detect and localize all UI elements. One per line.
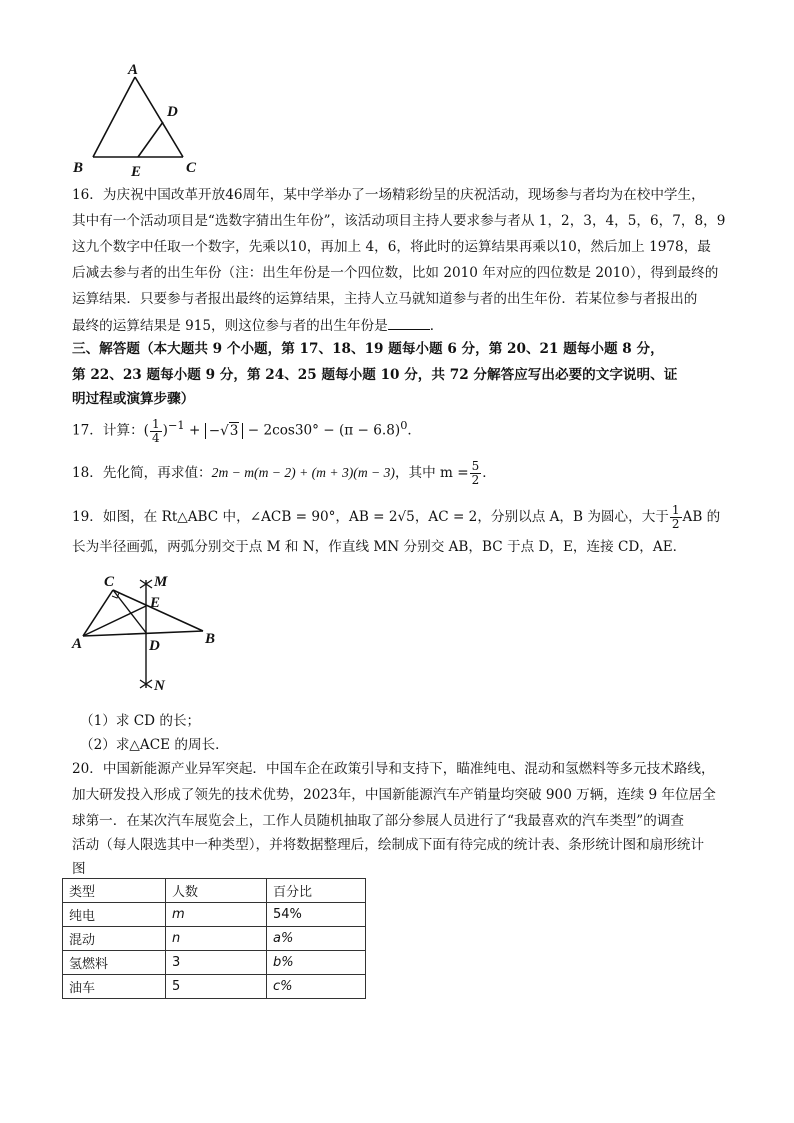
- cell-type: 氢燃料: [63, 951, 166, 975]
- q17-prefix: 17．计算：(: [72, 422, 149, 439]
- section-3-line-1: 三、解答题（本大题共 9 个小题，第 17、18、19 题每小题 6 分，第 20、21 题每小题 8 分，: [72, 341, 664, 357]
- cell-percent: c%: [267, 975, 366, 999]
- label-b: B: [205, 631, 216, 647]
- right-triangle-bisector-figure: [68, 566, 228, 706]
- q17-frac-den: 4: [151, 430, 160, 445]
- cell-type: 混动: [63, 927, 166, 951]
- cell-count: m: [166, 903, 267, 927]
- q19-fraction: [670, 504, 682, 531]
- table-header-row: [63, 879, 366, 903]
- triangle-abc-figure: [68, 60, 208, 180]
- q19-frac-num: 1: [671, 503, 680, 517]
- q19-line-1a: 19．如图，在 Rt△ABC 中，∠ACB = 90°，AB = 2√5，AC = 2，分别以点 A，B 为圆心，大于: [72, 509, 669, 525]
- q17-frac-num: 1: [151, 416, 160, 431]
- q19-frac-den: 2: [671, 517, 680, 531]
- cell-type: 油车: [63, 975, 166, 999]
- cell-count: 5: [166, 975, 267, 999]
- q17-exponent: −1: [167, 418, 185, 432]
- label-d: D: [149, 638, 160, 654]
- q20-line-5: 图: [72, 861, 86, 877]
- q16-last-prefix: 最终的运算结果是 915，则这位参与者的出生年份是: [72, 318, 388, 334]
- cell-type: 纯电: [63, 903, 166, 927]
- cell-percent: b%: [267, 951, 366, 975]
- q17-abs: [205, 423, 244, 439]
- q17-middle: − 2cos30° − (π − 6.8): [243, 422, 401, 439]
- q16-line-1: 16．为庆祝中国改革开放46周年，某中学举办了一场精彩纷呈的庆祝活动，现场参与者均为在校中学生，: [72, 187, 705, 203]
- q16-line-6: [72, 316, 443, 335]
- q17-fraction: [150, 418, 162, 445]
- q16-last-suffix: ．: [429, 318, 444, 334]
- segment-cd: [113, 590, 147, 634]
- table-row: [63, 903, 366, 927]
- q17-sqrt-symbol: √: [220, 422, 229, 439]
- q18-fraction: [470, 460, 482, 487]
- header-count: 人数: [166, 879, 267, 903]
- label-b: B: [73, 160, 84, 176]
- label-c: C: [186, 160, 197, 176]
- edge-ab: [93, 77, 135, 157]
- q17-plus: +: [184, 422, 205, 439]
- q20-line-3: 球第一．在某次汽车展览会上，工作人员随机抽取了部分参展人员进行了“我最喜欢的汽车类型”的调查: [72, 813, 685, 829]
- segment-de: [138, 122, 163, 157]
- question-18: [72, 460, 496, 487]
- label-d: D: [167, 104, 178, 120]
- q17-abs-minus: −: [208, 422, 221, 439]
- q17-suffix: ．: [407, 422, 421, 439]
- q18-suffix: ．: [482, 465, 496, 481]
- q16-line-5: 运算结果．只要参与者报出最终的运算结果，主持人立马就知道参与者的出生年份．若某位参与者报出的: [72, 291, 698, 307]
- label-n: N: [154, 678, 165, 694]
- q19-sub-1: （1）求 CD 的长；: [80, 713, 201, 729]
- table-row: [63, 975, 366, 999]
- q16-line-2: 其中有一个活动项目是“选数字猜出生年份”，该活动项目主持人要求参与者从 1，2，3，4，5，6，7，8，9: [72, 213, 726, 229]
- label-c: C: [104, 574, 115, 590]
- q17-sqrt-value: 3: [229, 422, 239, 439]
- section-3-line-2: 第 22、23 题每小题 9 分，第 24、25 题每小题 10 分，共 72 分解答应写出必要的文字说明、证: [72, 367, 678, 383]
- answer-blank[interactable]: [388, 316, 430, 330]
- q18-prefix: 18．先化简，再求值：: [72, 465, 212, 481]
- label-e: E: [131, 164, 142, 180]
- q18-mid: ，其中 m =: [394, 465, 469, 481]
- q20-line-1: 20．中国新能源产业异军突起．中国车企在政策引导和支持下，瞄准纯电、混动和氢燃料等多元技术路线，: [72, 761, 715, 777]
- q19-line-2: 长为半径画弧，两弧分别交于点 M 和 N，作直线 MN 分别交 AB，BC 于点 D，E，连接 CD，AE．: [72, 539, 687, 555]
- q16-line-4: 后减去参与者的出生年份（注：出生年份是一个四位数，比如 2010 年对应的四位数是 2010），得到最终的: [72, 265, 719, 281]
- cell-count: 3: [166, 951, 267, 975]
- q16-line-3: 这九个数字中任取一个数字，先乘以10，再加上 4，6，将此时的运算结果再乘以10，然后加上 1978，最: [72, 239, 711, 255]
- q18-expression: 2m − m(m − 2) + (m + 3)(m − 3): [211, 465, 395, 480]
- label-e: E: [150, 595, 161, 611]
- label-a: A: [72, 636, 83, 652]
- q18-frac-den: 2: [471, 473, 480, 487]
- edge-ab: [83, 631, 203, 636]
- q18-frac-num: 5: [471, 459, 480, 473]
- label-a: A: [128, 62, 139, 78]
- table-row: [63, 951, 366, 975]
- section-3-line-3: 明过程或演算步骤）: [72, 391, 195, 407]
- statistics-table: [62, 878, 366, 999]
- q17-exponent-2: 0: [400, 418, 408, 432]
- header-type: 类型: [63, 879, 166, 903]
- cell-percent: 54%: [267, 903, 366, 927]
- label-m: M: [154, 574, 168, 590]
- cell-percent: a%: [267, 927, 366, 951]
- q19-line-1: [72, 504, 720, 531]
- table-row: [63, 927, 366, 951]
- q19-line-1b: AB 的: [682, 509, 721, 525]
- q20-line-2: 加大研发投入形成了领先的技术优势，2023年，中国新能源汽车产销量均突破 900 万辆，连续 9 年位居全: [72, 787, 716, 803]
- q19-sub-2: （2）求△ACE 的周长．: [80, 737, 229, 753]
- header-percent: 百分比: [267, 879, 366, 903]
- q20-line-4: 活动（每人限选其中一种类型），并将数据整理后，绘制成下面有待完成的统计表、条形统计图和扇形统计: [72, 837, 705, 853]
- cell-count: n: [166, 927, 267, 951]
- question-17: 17．计算：( $\frac{1}{4}$ )$^{-1} + -√3 - 2\cos 30^\circ - (\pi - 6.8)^0$．: [72, 416, 421, 445]
